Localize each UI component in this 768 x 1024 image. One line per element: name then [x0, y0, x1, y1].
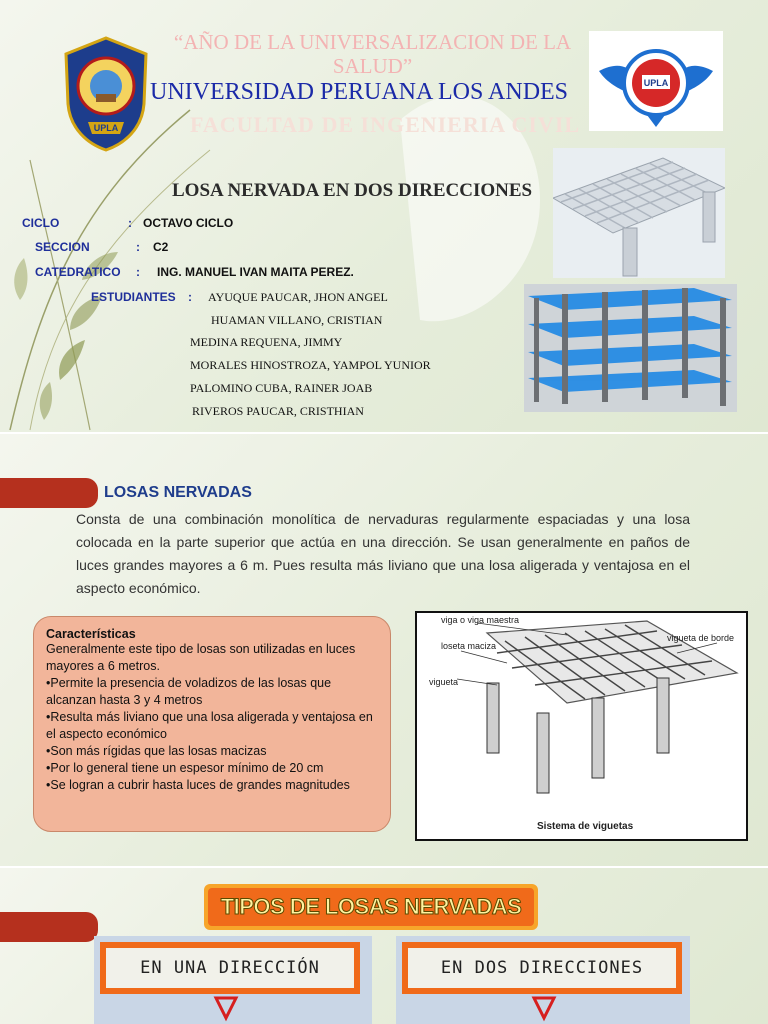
- section-accent-tab: [0, 478, 98, 508]
- two-directions-label: EN DOS DIRECCIONES: [402, 942, 682, 994]
- info-colon-catedratico: :: [136, 265, 140, 279]
- right-logo-frame: [589, 31, 723, 131]
- students-label: ESTUDIANTES: [91, 290, 176, 304]
- characteristics-title: Características: [46, 627, 136, 641]
- characteristic-item: •Son más rígidas que las losas macizas: [46, 744, 267, 758]
- waffle-slab-photo: [553, 148, 725, 278]
- characteristic-item: •Por lo general tiene un espesor mínimo de 20 cm: [46, 761, 324, 775]
- eagle-emblem-logo: [589, 31, 723, 131]
- diagram-label-edge: vigueta de borde: [667, 633, 735, 643]
- student-name: MORALES HINOSTROZA, YAMPOL YUNIOR: [190, 358, 431, 372]
- info-value-seccion: C2: [153, 240, 169, 254]
- student-name: PALOMINO CUBA, RAINER JOAB: [190, 381, 373, 395]
- info-colon-seccion: :: [136, 240, 140, 254]
- definition-slide: [0, 434, 768, 866]
- university-name: UNIVERSIDAD PERUANA LOS ANDES: [150, 79, 569, 105]
- year-motto: “AÑO DE LA UNIVERSALIZACION DE LA SALUD”: [173, 30, 572, 78]
- down-arrow-icon: [212, 996, 240, 1022]
- right-logo-text: UPLA: [643, 78, 669, 88]
- joist-system-diagram: [415, 611, 748, 841]
- info-value-ciclo: OCTAVO CICLO: [143, 216, 234, 230]
- type-card-one-direction: [94, 936, 372, 1024]
- section-title: LOSAS NERVADAS: [104, 484, 252, 501]
- characteristic-item: •Resulta más liviano que una losa aligerada y ventajosa en el aspecto económico: [46, 710, 373, 741]
- definition-paragraph: Consta de una combinación monolítica de nervaduras regularmente espaciadas y una losa colocada en la parte superior que actúa en una dirección. Se usan generalmente en paños de luces grandes mayores a 6 m. Pues resulta más liviano que una losa aligerada y ventajosa en el aspecto económico.: [76, 511, 690, 596]
- student-name: RIVEROS PAUCAR, CRISTHIAN: [192, 404, 364, 418]
- diagram-caption: Sistema de viguetas: [537, 821, 634, 832]
- down-arrow-icon: [530, 996, 558, 1022]
- section-accent-tab: [0, 912, 98, 942]
- info-colon-ciclo: :: [128, 216, 132, 230]
- characteristics-box: [33, 616, 391, 832]
- info-label-catedratico: CATEDRATICO: [35, 265, 121, 279]
- info-label-seccion: SECCION: [35, 240, 90, 254]
- students-colon: :: [188, 290, 192, 304]
- student-name: MEDINA REQUENA, JIMMY: [190, 335, 343, 349]
- diagram-label-beam: viga o viga maestra: [441, 615, 520, 625]
- characteristic-item: •Se logran a cubrir hasta luces de grandes magnitudes: [46, 778, 350, 792]
- presentation-topic: LOSA NERVADA EN DOS DIRECCIONES: [172, 180, 533, 201]
- types-banner: [204, 884, 538, 930]
- types-title: TIPOS DE LOSAS NERVADAS: [220, 894, 522, 919]
- type-card-two-directions: [396, 936, 690, 1024]
- diagram-label-joist: vigueta: [429, 677, 459, 687]
- types-slide: [0, 868, 768, 1024]
- structural-model-render: [524, 284, 737, 412]
- university-seal-logo: [58, 34, 154, 154]
- diagram-label-slab: loseta maciza: [441, 641, 497, 651]
- characteristic-item: •Permite la presencia de voladizos de las losas que alcanzan hasta 3 y 4 metros: [46, 676, 332, 707]
- info-value-catedratico: ING. MANUEL IVAN MAITA PEREZ.: [157, 265, 354, 279]
- info-label-ciclo: CICLO: [22, 216, 60, 230]
- faculty-name: FACULTAD DE INGENIERIA CIVIL: [190, 112, 581, 137]
- title-slide: [0, 0, 768, 432]
- one-direction-label: EN UNA DIRECCIÓN: [100, 942, 360, 994]
- student-name: HUAMAN VILLANO, CRISTIAN: [211, 313, 383, 327]
- student-name: AYUQUE PAUCAR, JHON ANGEL: [208, 290, 388, 304]
- left-logo-text: UPLA: [93, 123, 119, 133]
- characteristic-item: Generalmente este tipo de losas son utilizadas en luces mayores a 6 metros.: [46, 642, 356, 673]
